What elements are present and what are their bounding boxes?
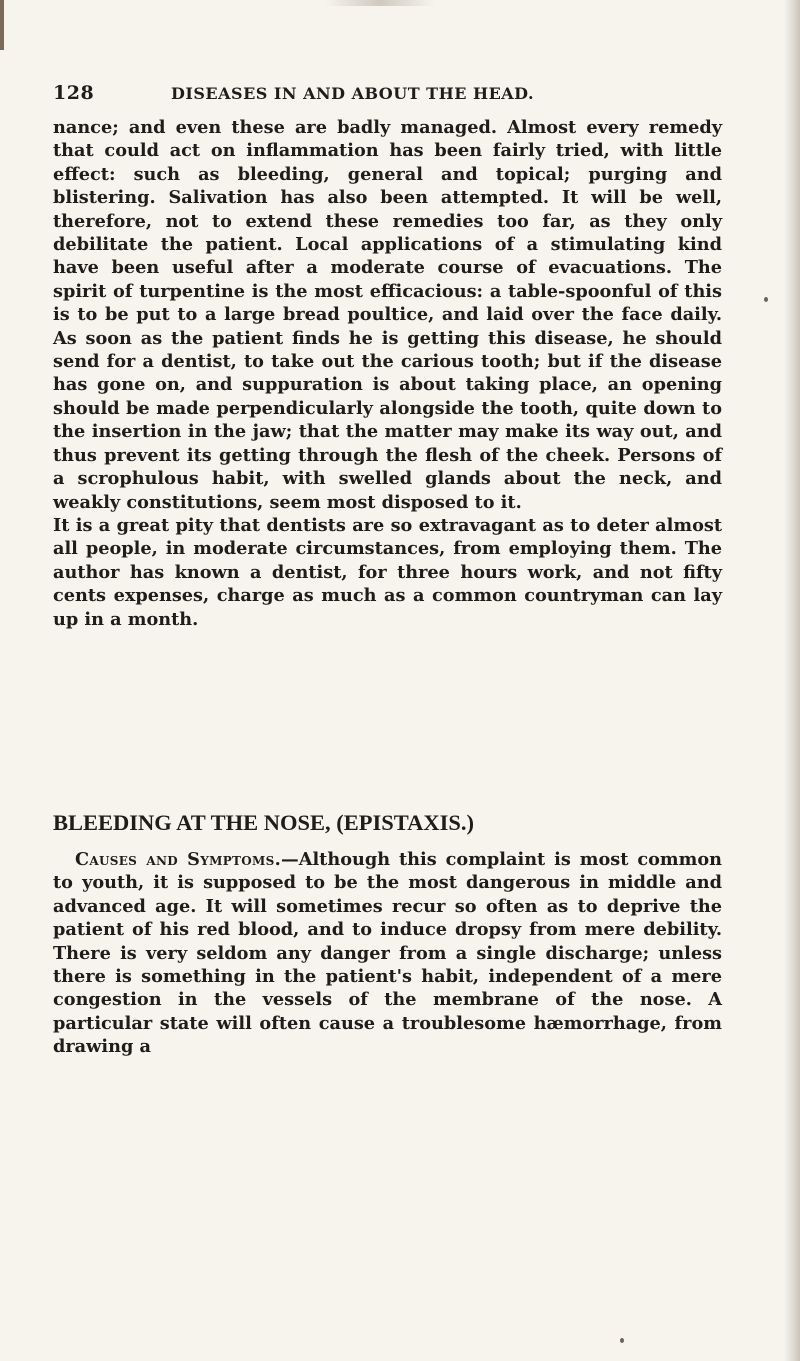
page-edge-left: [0, 0, 4, 50]
running-title: DISEASES IN AND ABOUT THE HEAD.: [171, 84, 535, 103]
paragraph-2: It is a great pity that dentists are so extravagant as to deter almost all people, in moderate circumstances, from employing them. The author has known a dentist, for three hours work, and not fifty cents expenses, charge as much as a common countryman can lay up in a month.: [53, 514, 722, 630]
section-body: [53, 848, 722, 1059]
scan-speck: [620, 1338, 624, 1343]
top-scan-mark: [325, 0, 435, 6]
section-lead-in: Causes and Symptoms.: [75, 849, 282, 870]
section-heading: BLEEDING AT THE NOSE, (EPISTAXIS.): [53, 810, 474, 835]
scan-speck: [764, 297, 768, 302]
section-paragraph: [53, 848, 722, 1059]
page-number: 128: [53, 82, 95, 104]
body-text: [53, 116, 722, 631]
paragraph-1: nance; and even these are badly managed. Almost every remedy that could act on inflammation has been fairly tried, with little effect: such as bleeding, general and topical; purging and blistering. Salivation has also been attempted. It will be well, therefore, not to extend these remedies too far, as they only debilitate the patient. Local applications of a stimulating kind have been useful after a moderate course of evacuations. The spirit of turpentine is the most efficacious: a table-spoonful of this is to be put to a large bread poultice, and laid over the face daily. As soon as the patient finds he is getting this disease, he should send for a dentist, to take out the carious tooth; but if the disease has gone on, and suppuration is about taking place, an opening should be made perpendicularly alongside the tooth, quite down to the insertion in the jaw; that the matter may make its way out, and thus prevent its getting through the flesh of the cheek. Persons of a scrophulous habit, with swelled glands about the neck, and weakly constitutions, seem most disposed to it.: [53, 117, 722, 513]
section-text: —Although this complaint is most common to youth, it is supposed to be the most dangerous in middle and advanced age. It will sometimes recur so often as to deprive the patient of his red blood, and to induce dropsy from mere debility. There is very seldom any danger from a single discharge; unless there is something in the patient's habit, independent of a mere congestion in the vessels of the membrane of the nose. A particular state will often cause a troublesome hæmorrhage, from drawing a: [53, 849, 723, 1058]
page-edge-right: [784, 0, 800, 1361]
running-head: [53, 76, 753, 110]
